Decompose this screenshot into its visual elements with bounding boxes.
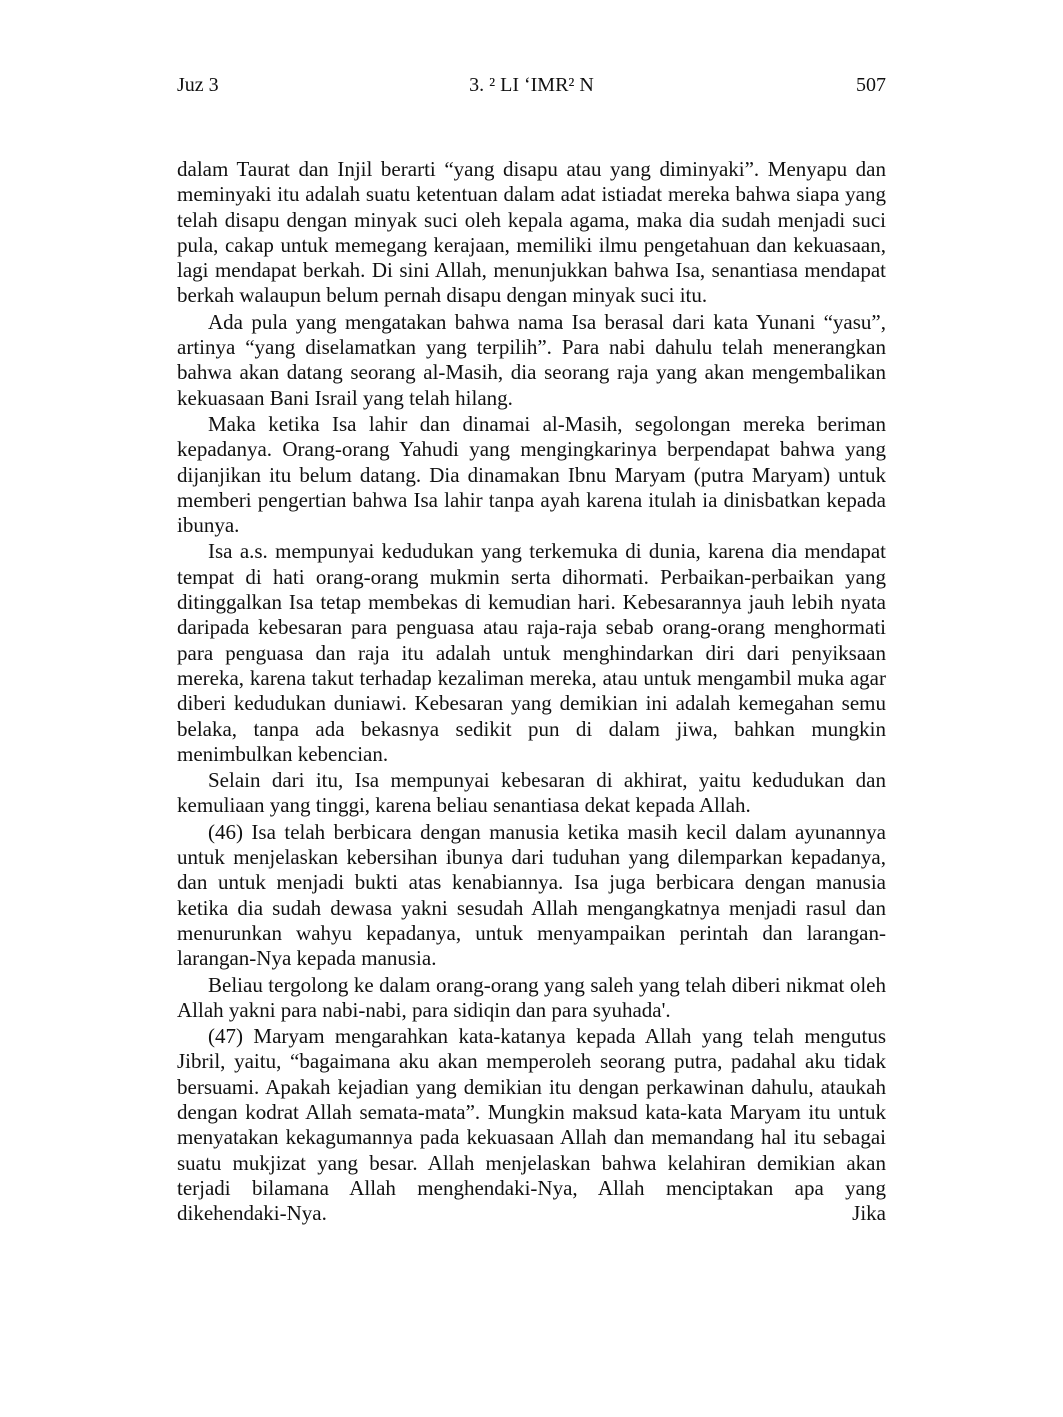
paragraph: Ada pula yang mengatakan bahwa nama Isa berasal dari kata Yunani “yasu”, artinya “yang diselamatkan yang terpilih”. Para nabi dahulu telah menerangkan bahwa akan datang seorang al-Masih, dia seorang raja yang akan mengembalikan kekuasaan Bani Israil yang telah hilang.: [177, 309, 886, 410]
paragraph: Beliau tergolong ke dalam orang-orang yang saleh yang telah diberi nikmat oleh Allah yakni para nabi-nabi, para sidiqin dan para syuhada'.: [177, 972, 886, 1022]
paragraph: Isa a.s. mempunyai kedudukan yang terkemuka di dunia, karena dia mendapat tempat di hati orang-orang mukmin serta dihormati. Perbaikan-perbaikan yang ditinggalkan Isa tetap membekas di kemudian hari. Kebesarannya jauh lebih nyata daripada kebesaran para penguasa atau raja-raja sebab orang-orang menghormati para penguasa dan raja itu adalah untuk menghindarkan diri dari penyiksaan mereka, karena takut terhadap kezaliman mereka, atau untuk mengambil muka agar diberi kedudukan duniawi. Kebesaran yang demikian ini adalah kemegahan semu belaka, tanpa ada bekasnya sedikit pun di dalam jiwa, bahkan mungkin menimbulkan kebencian.: [177, 539, 886, 766]
paragraph: (46) Isa telah berbicara dengan manusia ketika masih kecil dalam ayunannya untuk menjelaskan kebersihan ibunya dari tuduhan yang dilemparkan kepadanya, dan untuk menjadi bukti atas kenabiannya. Isa juga berbicara dengan manusia ketika dia sudah dewasa yakni sesudah Allah mengangkatnya menjadi rasul dan menurunkan wahyu kepadanya, untuk menyampaikan perintah dan larangan-larangan-Nya kepada manusia.: [177, 819, 886, 971]
running-header: [177, 72, 886, 98]
surah-title: 3. ² LI ‘IMR² N: [469, 74, 594, 96]
paragraph: Selain dari itu, Isa mempunyai kebesaran di akhirat, yaitu kedudukan dan kemuliaan yang tinggi, karena beliau senantiasa dekat kepada Allah.: [177, 768, 886, 818]
juz-label: Juz 3: [177, 74, 219, 96]
paragraph: (47) Maryam mengarahkan kata-katanya kepada Allah yang telah mengutus Jibril, yaitu, “bagaimana aku akan memperoleh seorang putra, padahal aku tidak bersuami. Apakah kejadian yang demikian itu dengan perkawinan dahulu, ataukah dengan kodrat Allah semata-mata”. Mungkin maksud kata-kata Maryam itu untuk menyatakan kekagumannya pada kekuasaan Allah dan memandang hal itu sebagai suatu mukjizat yang besar. Allah menjelaskan bahwa kelahiran demikian akan terjadi bilamana Allah menghendaki-Nya, Allah menciptakan apa yang dikehendaki-Nya. Jika: [177, 1024, 886, 1226]
page-number: 507: [856, 74, 886, 96]
paragraph-continued: dalam Taurat dan Injil berarti “yang disapu atau yang diminyaki”. Menyapu dan meminyaki itu adalah suatu ketentuan dalam adat istiadat mereka bahwa siapa yang telah disapu dengan minyak suci oleh kepala agama, maka dia sudah menjadi suci pula, cakap untuk memegang kerajaan, memiliki ilmu pengetahuan dan kekuasaan, lagi mendapat berkah. Di sini Allah, menunjukkan bahwa Isa, senantiasa mendapat berkah walaupun belum pernah disapu dengan minyak suci itu.: [177, 157, 886, 308]
paragraph: Maka ketika Isa lahir dan dinamai al-Masih, segolongan mereka beriman kepadanya. Orang-orang Yahudi yang mengingkarinya berpendapat bahwa yang dijanjikan itu belum datang. Dia dinamakan Ibnu Maryam (putra Maryam) untuk memberi pengertian bahwa Isa lahir tanpa ayah karena itulah ia dinisbatkan kepada ibunya.: [177, 411, 886, 538]
page-body: [177, 157, 886, 1227]
